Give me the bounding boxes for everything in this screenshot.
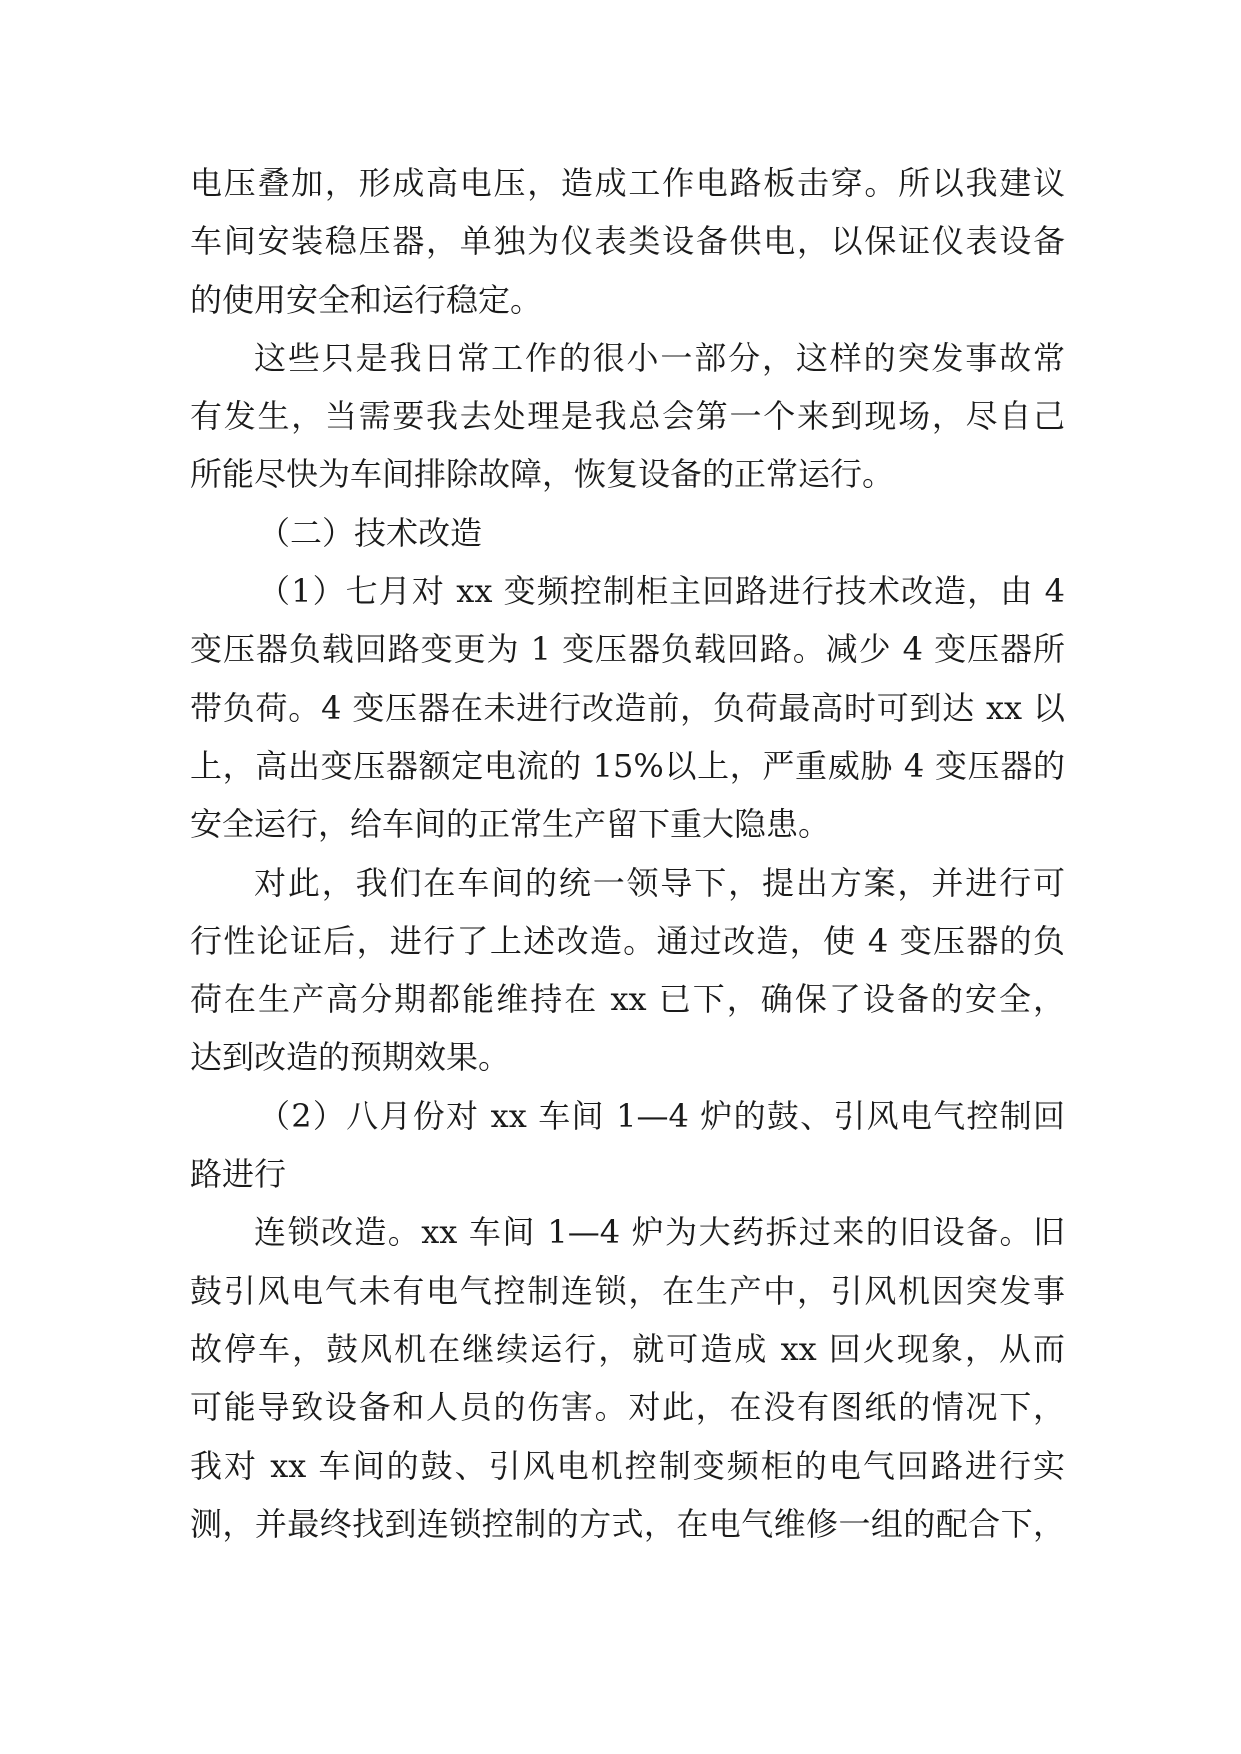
text-line: 可能导致设备和人员的伤害。对此，在没有图纸的情况下， [190, 1388, 1065, 1427]
text-line: （1）七月对 xx 变频控制柜主回路进行技术改造，由 4 [258, 572, 1065, 611]
text-line: 我对 xx 车间的鼓、引风电机控制变频柜的电气回路进行实 [190, 1446, 1065, 1485]
text-line: （二）技术改造 [258, 513, 483, 552]
text-line: （2）八月份对 xx 车间 1—4 炉的鼓、引风电气控制回 [258, 1096, 1065, 1135]
text-line: 路进行 [190, 1155, 287, 1194]
text-line: 达到改造的预期效果。 [190, 1038, 511, 1077]
text-line: 上，高出变压器额定电流的 15%以上，严重威胁 4 变压器的 [190, 746, 1065, 785]
text-line: 对此，我们在车间的统一领导下，提出方案，并进行可 [254, 863, 1065, 902]
text-line: 电压叠加，形成高电压，造成工作电路板击穿。所以我建议 [190, 164, 1065, 202]
text-line: 带负荷。4 变压器在未进行改造前，负荷最高时可到达 xx 以 [190, 688, 1065, 727]
text-line: 鼓引风电气未有电气控制连锁，在生产中，引风机因突发事 [190, 1271, 1065, 1310]
text-line: 连锁改造。xx 车间 1—4 炉为大药拆过来的旧设备。旧 [254, 1213, 1065, 1252]
text-line: 故停车，鼓风机在继续运行，就可造成 xx 回火现象，从而 [190, 1329, 1065, 1368]
text-line: 变压器负载回路变更为 1 变压器负载回路。减少 4 变压器所 [190, 630, 1065, 669]
body-text [190, 154, 1065, 1553]
text-line: 荷在生产高分期都能维持在 xx 已下，确保了设备的安全， [190, 980, 1065, 1019]
text-line: 所能尽快为车间排除故障，恢复设备的正常运行。 [190, 455, 895, 494]
text-line: 有发生，当需要我去处理是我总会第一个来到现场，尽自己 [190, 397, 1065, 436]
text-line: 这些只是我日常工作的很小一部分，这样的突发事故常 [254, 338, 1065, 377]
text-line: 安全运行，给车间的正常生产留下重大隐患。 [190, 805, 831, 844]
text-line: 测，并最终找到连锁控制的方式，在电气维修一组的配合下， [190, 1504, 1065, 1543]
text-line: 行性论证后，进行了上述改造。通过改造，使 4 变压器的负 [190, 921, 1065, 960]
text-line: 车间安装稳压器，单独为仪表类设备供电，以保证仪表设备 [190, 222, 1065, 261]
text-line: 的使用安全和运行稳定。 [190, 280, 543, 319]
